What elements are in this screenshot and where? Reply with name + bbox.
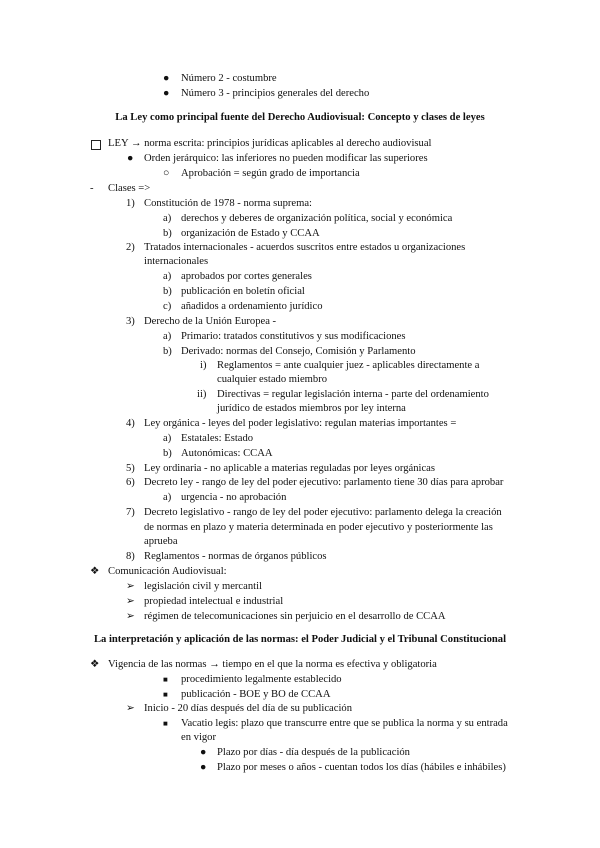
letter-marker: b) [163,346,172,357]
number-marker: 3) [126,316,135,327]
number-marker: 7) [126,507,135,518]
arrow-marker: ➢ [126,611,135,622]
dash-marker: - [90,183,94,194]
list-item: Primario: tratados constitutivos y sus modificaciones [181,331,406,342]
number-marker: 1) [126,198,135,209]
number-marker: 5) [126,463,135,474]
letter-marker: a) [163,492,172,503]
list-item: Plazo por días - día después de la publicación [217,747,410,758]
letter-marker: a) [163,213,172,224]
diamond-marker: ❖ [90,566,100,577]
list-item: añadidos a ordenamiento jurídico [181,301,323,312]
list-item: procedimiento legalmente establecido [181,674,342,685]
list-item: publicación en boletín oficial [181,286,305,297]
list-item: Decreto ley - rango de ley del poder ejecutivo: parlamento tiene 30 días para aprobar [144,477,504,488]
list-item: Aprobación = según grado de importancia [181,168,360,179]
section-heading-ley: La Ley como principal fuente del Derecho Audiovisual: Concepto y clases de leyes [115,112,485,123]
roman-marker: i) [200,360,207,371]
list-item: urgencia - no aprobación [181,492,287,503]
clases-label: Clases => [108,183,151,194]
bullet-marker: ● [200,762,207,773]
list-item: régimen de telecomunicaciones sin perjuicio en el desarrollo de CCAA [144,611,446,622]
list-item: Autonómicas: CCAA [181,448,273,459]
number-marker: 8) [126,551,135,562]
letter-marker: a) [163,433,172,444]
letter-marker: b) [163,286,172,297]
list-item: publicación - BOE y BO de CCAA [181,689,331,700]
list-item: Estatales: Estado [181,433,254,444]
list-item: Reglamentos - normas de órganos públicos [144,551,327,562]
bullet-marker: ● [163,73,170,84]
list-item: derechos y deberes de organización política, social y económica [181,213,453,224]
arrow-marker: ➢ [126,581,135,592]
circle-marker: ○ [163,168,170,179]
list-item: Constitución de 1978 - norma suprema: [144,198,312,209]
bullet-marker: ● [127,153,134,164]
letter-marker: a) [163,271,172,282]
ley-definition: LEY → norma escrita: principios jurídicas aplicables al derecho audiovisual [108,138,432,149]
list-item-continuation: jurídico de estados miembros por ley interna [217,403,406,414]
bullet-marker: ● [163,88,170,99]
comunicacion-title: Comunicación Audiovisual: [108,566,227,577]
bullet-marker: ● [200,747,207,758]
square-marker: ■ [163,690,168,699]
list-item: propiedad intelectual e industrial [144,596,284,607]
arrow-marker: ➢ [126,703,135,714]
letter-marker: b) [163,448,172,459]
roman-marker: ii) [197,389,207,400]
list-item: Inicio - 20 días después del día de su publicación [144,703,352,714]
list-item: organización de Estado y CCAA [181,228,320,239]
list-item: Orden jerárquico: las inferiores no pueden modificar las superiores [144,153,428,164]
checkbox-icon[interactable] [91,140,101,150]
letter-marker: c) [163,301,172,312]
square-marker: ■ [163,719,168,728]
list-item: Número 2 - costumbre [181,73,277,84]
arrow-marker: ➢ [126,596,135,607]
list-item-continuation: de normas en plazo y materia determinada en poder ejecutivo y posteriormente las [144,522,493,533]
number-marker: 4) [126,418,135,429]
list-item: Ley ordinaria - no aplicable a materias reguladas por leyes orgánicas [144,463,436,474]
list-item: Vacatio legis: plazo que transcurre entre que se publica la norma y su entrada [181,718,508,729]
letter-marker: b) [163,228,172,239]
list-item: Reglamentos = ante cualquier juez - aplicables directamente a [217,360,480,371]
diamond-marker: ❖ [90,659,100,670]
list-item: legislación civil y mercantil [144,581,262,592]
list-item-continuation: cualquier estado miembro [217,374,328,385]
list-item: Plazo por meses o años - cuentan todos los días (hábiles e inhábiles) [217,762,506,773]
list-item: Tratados internacionales - acuerdos suscritos entre estados u organizaciones [144,242,466,253]
list-item: Ley orgánica - leyes del poder legislativo: regulan materias importantes = [144,418,457,429]
list-item: Derivado: normas del Consejo, Comisión y Parlamento [181,346,416,357]
number-marker: 6) [126,477,135,488]
list-item: Directivas = regular legislación interna - parte del ordenamiento [217,389,489,400]
list-item-continuation: internacionales [144,256,209,267]
list-item: Derecho de la Unión Europea - [144,316,277,327]
list-item: Número 3 - principios generales del derecho [181,88,370,99]
list-item: Decreto legislativo - rango de ley del poder ejecutivo: parlamento delega la creación [144,507,502,518]
list-item-continuation: aprueba [144,536,178,547]
vigencia-line: Vigencia de las normas → tiempo en el que la norma es efectiva y obligatoria [108,659,437,670]
list-item-continuation: en vigor [181,732,217,743]
section-heading-interpretacion: La interpretación y aplicación de las normas: el Poder Judicial y el Tribunal Constitucional [93,634,507,645]
number-marker: 2) [126,242,135,253]
letter-marker: a) [163,331,172,342]
list-item: aprobados por cortes generales [181,271,312,282]
square-marker: ■ [163,675,168,684]
